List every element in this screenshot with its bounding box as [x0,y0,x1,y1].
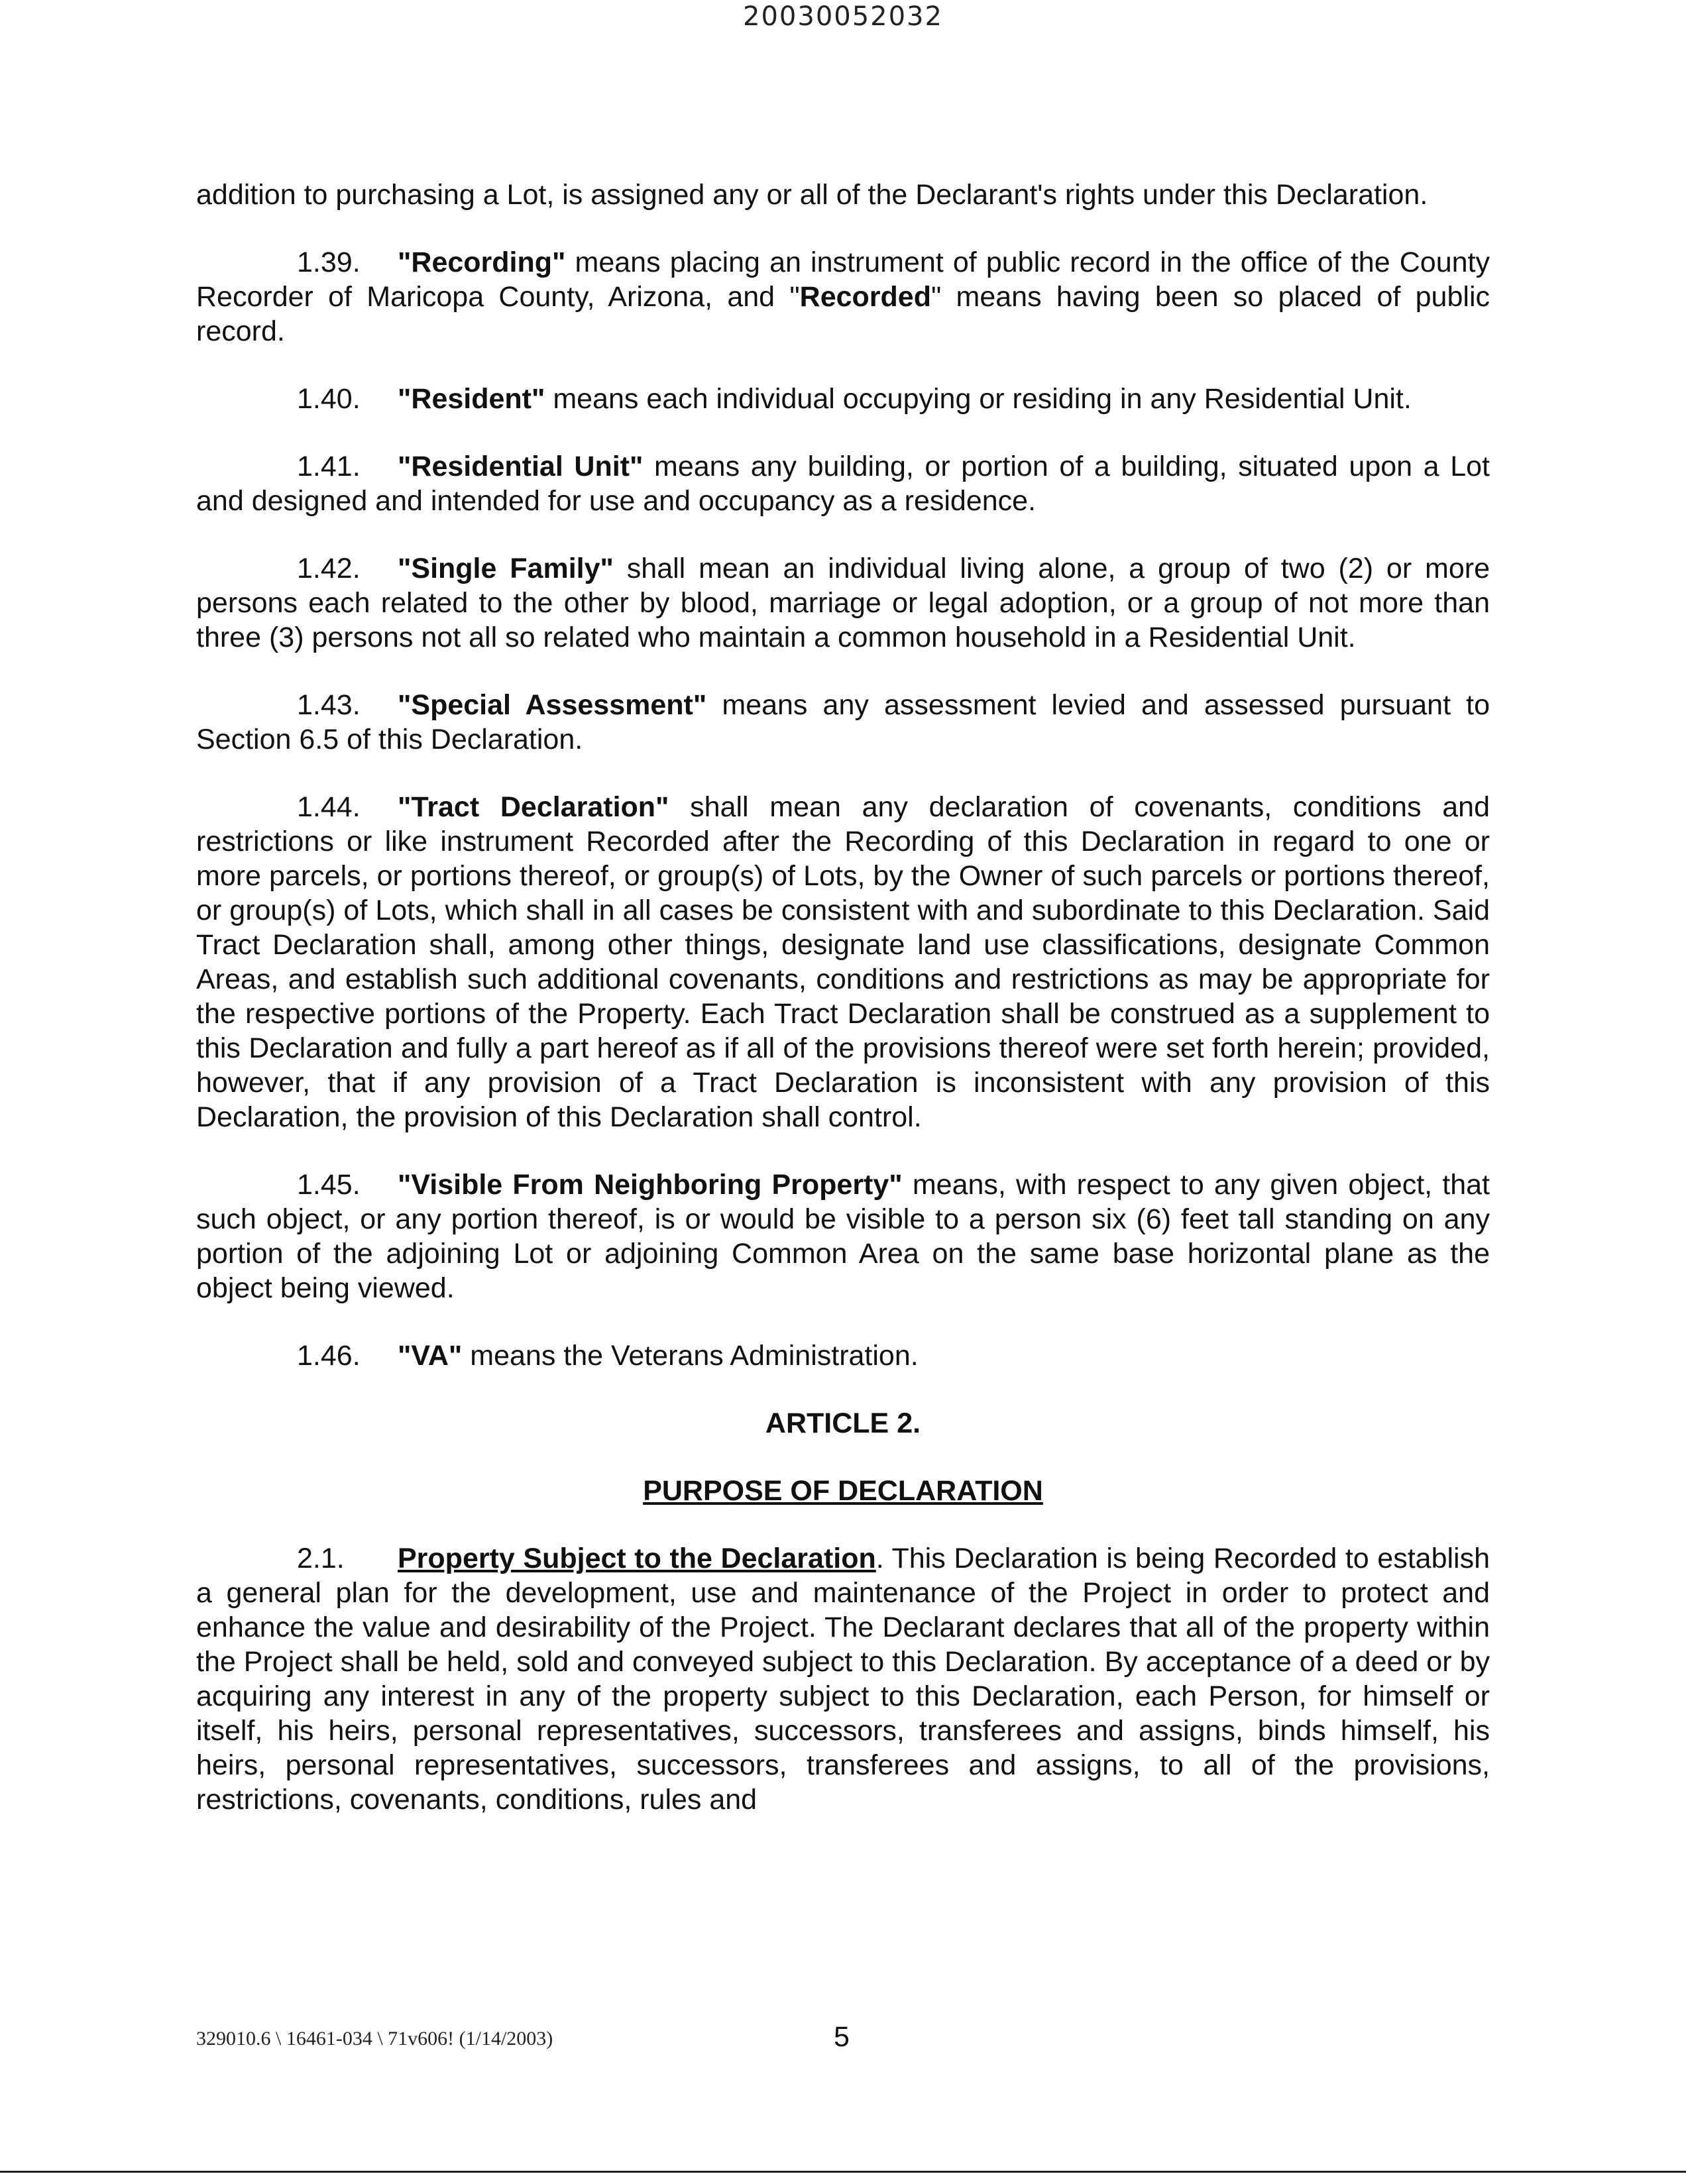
defined-term: "Special Assessment" [398,689,707,721]
definition-text-continued: " means having been so placed of public record. [196,281,1490,347]
definition-text: means any building, or portion of a building, situated upon a Lot and designed and intended for use and occupancy as a residence. [196,451,1490,517]
paragraph-continuation [196,178,1490,212]
defined-term: "Recording" [398,246,566,278]
definition-1-43 [196,688,1490,757]
paragraph-text: addition to purchasing a Lot, is assigned any or all of the Declarant's rights under this Declaration. [196,179,1428,211]
defined-term: "Resident" [398,383,545,415]
defined-term-secondary: Recorded [799,281,931,313]
definition-text: means any assessment levied and assessed pursuant to Section 6.5 of this Declaration. [196,689,1490,755]
defined-term: "Tract Declaration" [398,791,669,823]
definition-1-45 [196,1168,1490,1305]
section-number: 2.1. [297,1543,345,1574]
definition-text: means placing an instrument of public record in the office of the County Recorder of Maricopa County, Arizona, and " [196,246,1490,313]
definition-1-39 [196,245,1490,349]
section-title: Property Subject to the Declaration [398,1543,876,1574]
page-number: 5 [834,2021,850,2053]
footer-document-reference: 329010.6 \ 16461-034 \ 71v606! (1/14/2003) [196,2028,553,2049]
section-number: 1.46. [297,1340,361,1372]
article-subheading: PURPOSE OF DECLARATION [643,1475,1043,1507]
defined-term: "VA" [398,1340,463,1372]
bottom-rule [0,2171,1686,2173]
section-2-1 [196,1541,1490,1817]
definition-text: means the Veterans Administration. [462,1340,919,1372]
section-number: 1.43. [297,689,361,721]
definition-1-46 [196,1338,1490,1373]
definition-text: means each individual occupying or residing in any Residential Unit. [545,383,1412,415]
section-text: . This Declaration is being Recorded to establish a general plan for the development, use and maintenance of the Project in order to protect and enhance the value and desirability of the Project. The Declarant declares that all of the property within the Project shall be held, sold and conveyed subject to this Declaration. By acceptance of a deed or by acquiring any interest in any of the property subject to this Declaration, each Person, for himself or itself, his heirs, personal representatives, successors, transferees and assigns, binds himself, his heirs, personal representatives, successors, transferees and assigns, to all of the provisions, restrictions, covenants, conditions, rules and [196,1543,1490,1816]
definition-text: shall mean any declaration of covenants, conditions and restrictions or like instrument Recorded after the Recording of this Declaration in regard to one or more parcels, or portions thereof, or group(s) of Lots, by the Owner of such parcels or portions thereof, or group(s) of Lots, which shall in all cases be consistent with and subordinate to this Declaration. Said Tract Declaration shall, among other things, designate land use classifications, designate Common Areas, and establish such additional covenants, conditions and restrictions as may be appropriate for the respective portions of the Property. Each Tract Declaration shall be construed as a supplement to this Declaration and fully a part hereof as if all of the provisions thereof were set forth herein; provided, however, that if any provision of a Tract Declaration is inconsistent with any provision of this Declaration, the provision of this Declaration shall control. [196,791,1490,1133]
page-body [196,178,1490,1850]
definition-1-42 [196,551,1490,655]
section-number: 1.41. [297,451,361,482]
definition-1-41 [196,449,1490,518]
defined-term: "Residential Unit" [398,451,644,482]
document-number: 20030052032 [743,1,943,32]
definition-1-40 [196,382,1490,416]
section-number: 1.39. [297,246,361,278]
section-number: 1.45. [297,1169,361,1201]
section-number: 1.42. [297,553,361,584]
definition-text: means, with respect to any given object, that such object, or any portion thereof, is or would be visible to a person six (6) feet tall standing on any portion of the adjoining Lot or adjoining Common Area on the same base horizontal plane as the object being viewed. [196,1169,1490,1304]
defined-term: "Single Family" [398,553,614,584]
definition-1-44 [196,790,1490,1134]
section-number: 1.44. [297,791,361,823]
article-heading: ARTICLE 2. [765,1407,921,1439]
defined-term: "Visible From Neighboring Property" [398,1169,903,1201]
section-number: 1.40. [297,383,361,415]
definition-text: shall mean an individual living alone, a group of two (2) or more persons each related to the other by blood, marriage or legal adoption, or a group of not more than three (3) persons not all so related who maintain a common household in a Residential Unit. [196,553,1490,653]
